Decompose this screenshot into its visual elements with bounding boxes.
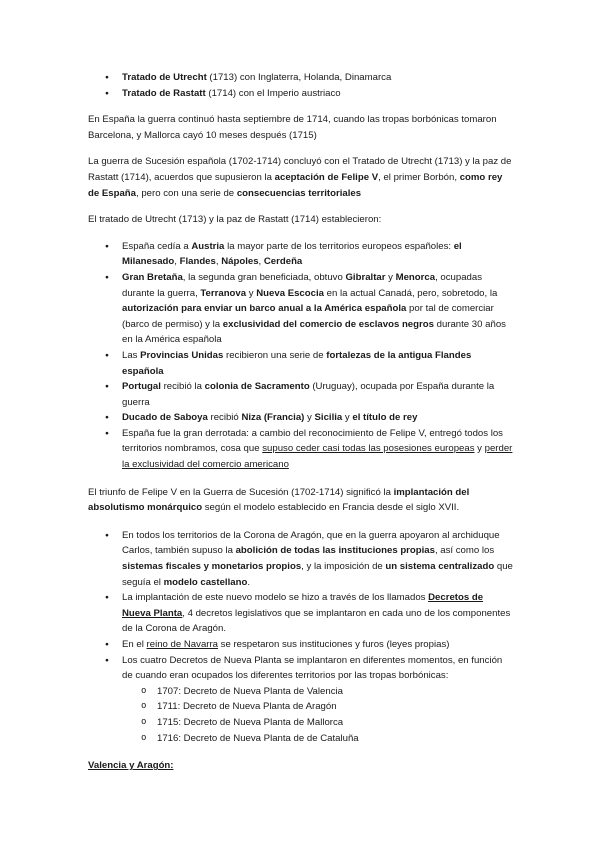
list-item: ● España fue la gran derrotada: a cambio del reconocimiento de Felipe V, entregó todos los territorios nombramos, cosa que supuso ceder casi todas las posesiones europeas y perder la exclusividad del comercio americano xyxy=(88,426,514,473)
list-item: ● Portugal recibió la colonia de Sacramento (Uruguay), ocupada por España durante la guerra xyxy=(88,379,514,410)
list-item: ● En el reino de Navarra se respetaron sus instituciones y furos (leyes propias) xyxy=(88,637,514,653)
list-item: o 1716: Decreto de Nueva Planta de de Cataluña xyxy=(88,731,514,747)
list-item: o 1707: Decreto de Nueva Planta de Valencia xyxy=(88,684,514,700)
section-heading: Valencia y Aragón: xyxy=(88,760,174,772)
decrees-sublist xyxy=(88,684,514,746)
treaties-list xyxy=(88,70,514,101)
paragraph: La guerra de Sucesión española (1702-1714) concluyó con el Tratado de Utrecht (1713) y la paz de Rastatt (1714), acuerdos que supusieron la aceptación de Felipe V, el primer Borbón, como rey de España, pero con una serie de consecuencias territoriales xyxy=(88,156,512,199)
document-body xyxy=(88,70,514,774)
paragraph: El tratado de Utrecht (1713) y la paz de Rastatt (1714) establecieron: xyxy=(88,214,382,226)
list-item: o 1711: Decreto de Nueva Planta de Aragón xyxy=(88,699,514,715)
list-item: ● Tratado de Utrecht (1713) con Inglaterra, Holanda, Dinamarca xyxy=(88,70,514,86)
list-item: ● En todos los territorios de la Corona de Aragón, que en la guerra apoyaron al archiduque Carlos, también supuso la abolición de todas las instituciones propias, así como los sistemas fiscales y monetarios propios, y la imposición de un sistema centralizado que seguía el modelo castellano. xyxy=(88,528,514,590)
paragraph: En España la guerra continuó hasta septiembre de 1714, cuando las tropas borbónicas tomaron Barcelona, y Mallorca cayó 10 meses después (1715) xyxy=(88,114,497,141)
list-item: ● España cedía a Austria la mayor parte de los territorios europeos españoles: el Milanesado, Flandes, Nápoles, Cerdeña xyxy=(88,239,514,270)
absolutism-list xyxy=(88,528,514,746)
list-item: ● Gran Bretaña, la segunda gran beneficiada, obtuvo Gibraltar y Menorca, ocupadas durante la guerra, Terranova y Nueva Escocia en la actual Canadá, pero, sobretodo, la autorización para enviar un barco anual a la América española por tal de comerciar (barco de permiso) y la exclusividad del comercio de esclavos negros durante 30 años en la América española xyxy=(88,270,514,348)
list-item: ● La implantación de este nuevo modelo se hizo a través de los llamados Decretos de Nueva Planta, 4 decretos legislativos que se implantaron en cada uno de los componentes de la Corona de Aragón. xyxy=(88,590,514,637)
list-item: o 1715: Decreto de Nueva Planta de Mallorca xyxy=(88,715,514,731)
list-item: ● Las Provincias Unidas recibieron una serie de fortalezas de la antigua Flandes española xyxy=(88,348,514,379)
list-item: ● Tratado de Rastatt (1714) con el Imperio austriaco xyxy=(88,86,514,102)
consequences-list xyxy=(88,239,514,473)
list-item: ● Los cuatro Decretos de Nueva Planta se implantaron en diferentes momentos, en función de cuando eran ocupados los diferentes territorios por las tropas borbónicas: o 1707: Decreto de Nueva Planta de Valencia o 1711: Decreto de Nueva Planta de Aragón o 1715: Decreto de Nueva Planta de Mallorca o 1716: Decreto de Nueva Planta de de Cataluña xyxy=(88,653,514,747)
list-item: ● Ducado de Saboya recibió Niza (Francia) y Sicilia y el título de rey xyxy=(88,410,514,426)
paragraph: El triunfo de Felipe V en la Guerra de Sucesión (1702-1714) significó la implantación del absolutismo monárquico según el modelo establecido en Francia desde el siglo XVII. xyxy=(88,486,470,514)
